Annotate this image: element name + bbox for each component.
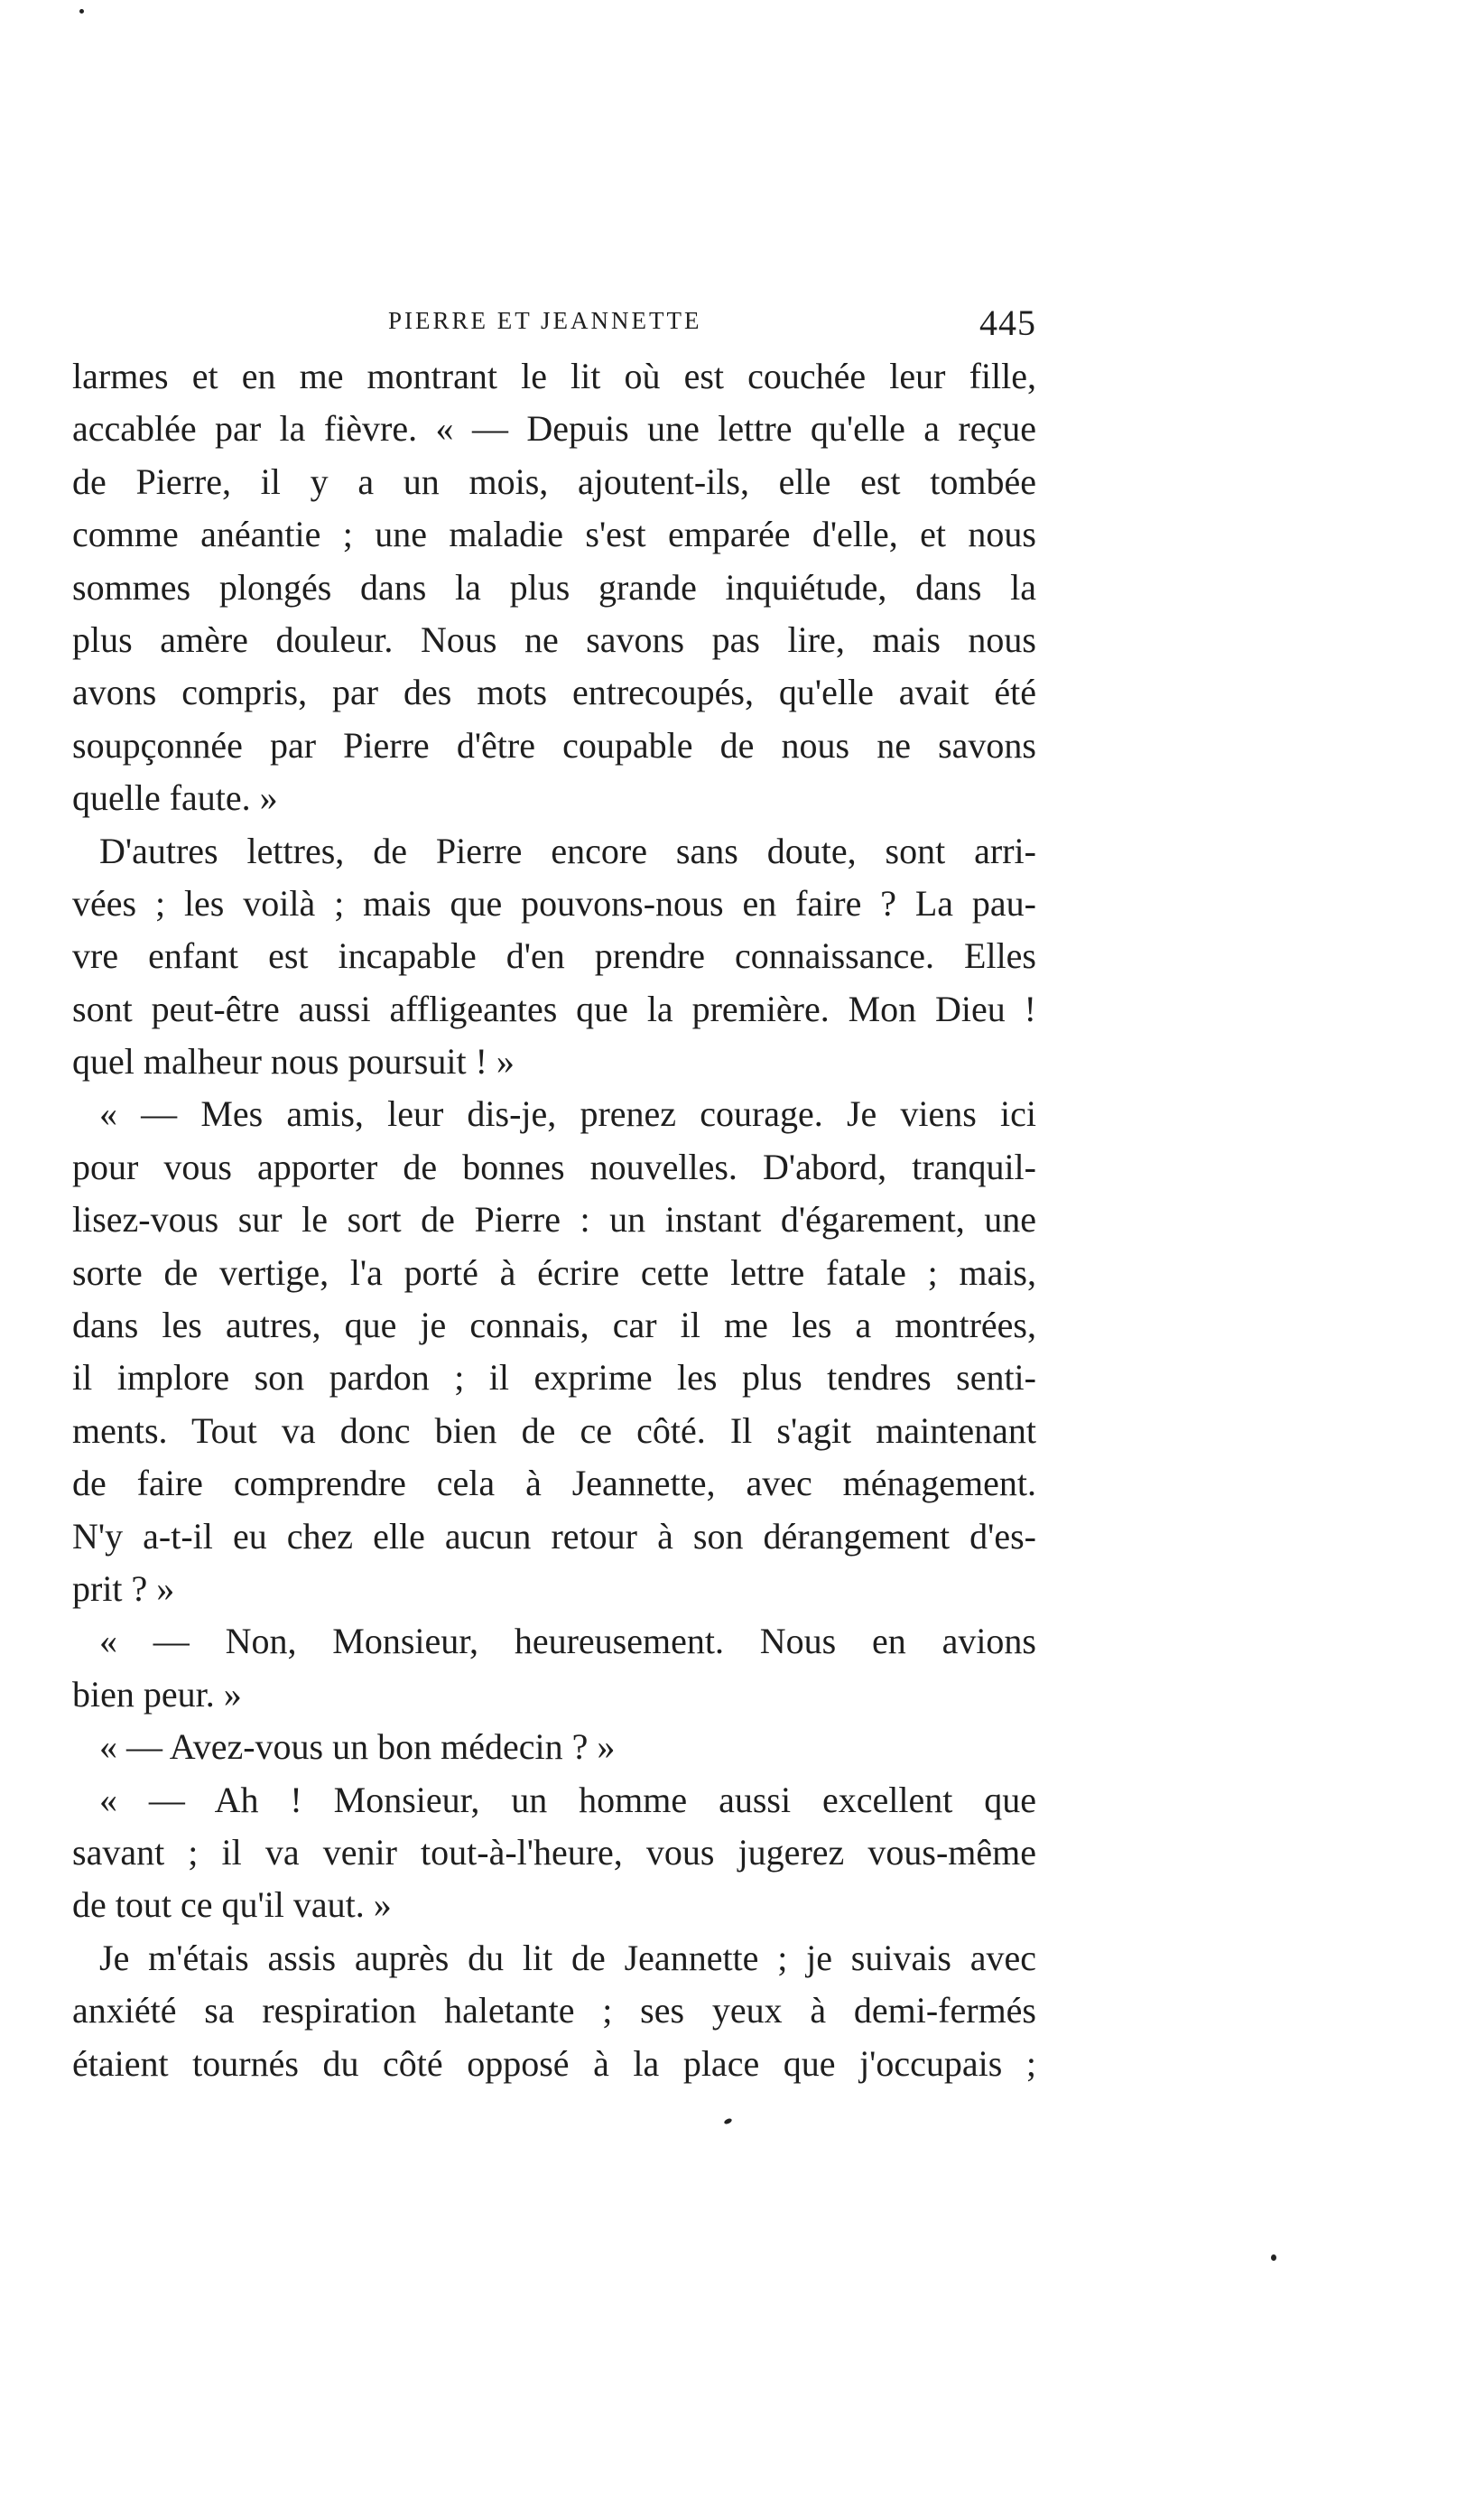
text-line: anxiété sa respiration haletante ; ses yeux à demi-fermés — [72, 1990, 1036, 2031]
text-line: sommes plongés dans la plus grande inquiétude, dans la — [72, 566, 1036, 608]
text-line: dans les autres, que je connais, car il me les a montrées, — [72, 1305, 1036, 1346]
text-line: « — Mes amis, leur dis-je, prenez courage. Je viens ici — [99, 1093, 1036, 1135]
text-line: Je m'étais assis auprès du lit de Jeannette ; je suivais avec — [99, 1937, 1036, 1978]
text-line: sont peut-être aussi affligeantes que la première. Mon Dieu ! — [72, 988, 1036, 1029]
text-line: accablée par la fièvre. « — Depuis une lettre qu'elle a reçue — [72, 408, 1036, 450]
text-line: vre enfant est incapable d'en prendre connaissance. Elles — [72, 935, 1036, 977]
text-line: ments. Tout va donc bien de ce côté. Il s'agit maintenant — [72, 1409, 1036, 1451]
text-line: « — Non, Monsieur, heureusement. Nous en avions — [99, 1621, 1036, 1662]
ink-speck — [79, 9, 84, 14]
ink-speck — [723, 2117, 732, 2124]
text-line: avons compris, par des mots entrecoupés, qu'elle avait été — [72, 672, 1036, 713]
text-line: de faire comprendre cela à Jeannette, avec ménagement. — [72, 1463, 1036, 1504]
text-line: de Pierre, il y a un mois, ajoutent-ils, elle est tombée — [72, 460, 1036, 502]
text-line: larmes et en me montrant le lit où est couchée leur fille, — [72, 356, 1036, 396]
text-line: de tout ce qu'il vaut. » — [72, 1884, 392, 1926]
running-title: PIERRE ET JEANNETTE — [388, 307, 702, 334]
text-line: D'autres lettres, de Pierre encore sans doute, sont arri- — [99, 830, 1036, 871]
text-line: quelle faute. » — [72, 777, 278, 819]
ink-speck — [1271, 2254, 1276, 2261]
text-line: bien peur. » — [72, 1673, 242, 1715]
text-line: « — Ah ! Monsieur, un homme aussi excellent que — [99, 1779, 1036, 1820]
text-line: plus amère douleur. Nous ne savons pas lire, mais nous — [72, 618, 1036, 660]
text-line: lisez-vous sur le sort de Pierre : un instant d'égarement, une — [72, 1199, 1036, 1241]
page-number: 445 — [979, 302, 1036, 343]
text-line: prit ? » — [72, 1567, 175, 1609]
text-line: soupçonnée par Pierre d'être coupable de nous ne savons — [72, 724, 1036, 766]
text-line: comme anéantie ; une maladie s'est emparée d'elle, et nous — [72, 514, 1036, 555]
text-line: vées ; les voilà ; mais que pouvons-nous en faire ? La pau- — [72, 882, 1036, 924]
text-line: étaient tournés du côté opposé à la place que j'occupais ; — [72, 2042, 1036, 2084]
body-text — [72, 350, 1036, 2090]
text-line: savant ; il va venir tout-à-l'heure, vous jugerez vous-même — [72, 1831, 1036, 1873]
running-head — [72, 302, 1036, 352]
text-line: il implore son pardon ; il exprime les plus tendres senti- — [72, 1357, 1036, 1399]
text-line: sorte de vertige, l'a porté à écrire cette lettre fatale ; mais, — [72, 1251, 1036, 1293]
text-line: « — Avez-vous un bon médecin ? » — [99, 1726, 616, 1768]
text-line: N'y a-t-il eu chez elle aucun retour à son dérangement d'es- — [72, 1515, 1036, 1557]
text-line: pour vous apporter de bonnes nouvelles. D'abord, tranquil- — [72, 1146, 1036, 1187]
text-line: quel malheur nous poursuit ! » — [72, 1041, 515, 1083]
